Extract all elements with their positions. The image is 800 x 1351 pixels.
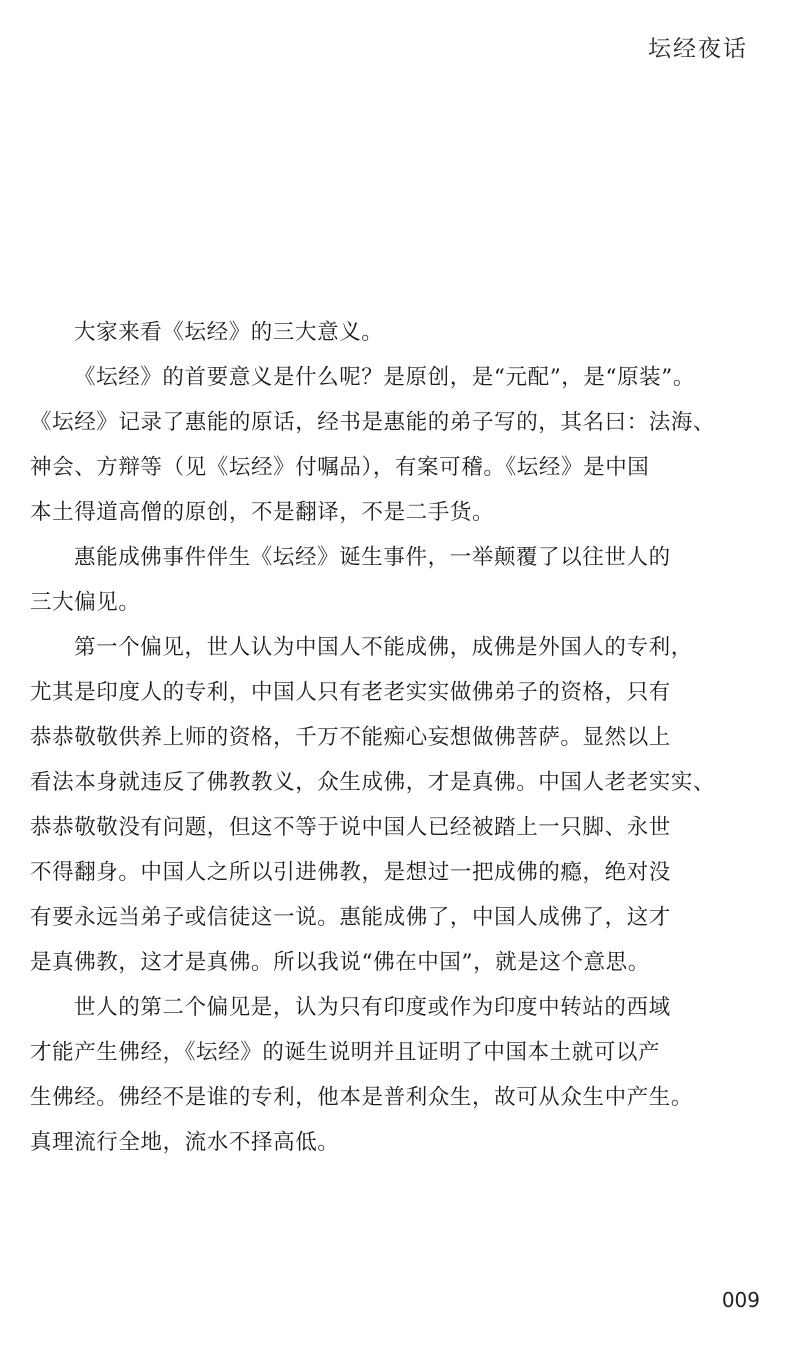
text-line: 恭恭敬敬供养上师的资格，千万不能痴心妄想做佛菩萨。显然以上: [30, 725, 671, 750]
paragraph-4: [30, 625, 770, 985]
text-line: 生佛经。佛经不是谁的专利，他本是普利众生，故可从众生中产生。: [30, 1085, 694, 1110]
text-line: 尤其是印度人的专利，中国人只有老老实实做佛弟子的资格，只有: [30, 680, 671, 705]
paragraph-2: [30, 355, 770, 535]
text-line: 是真佛教，这才是真佛。所以我说“佛在中国”，就是这个意思。: [30, 950, 650, 975]
text-line: 本土得道高僧的原创，不是翻译，不是二手货。: [30, 500, 495, 525]
text-line: 有要永远当弟子或信徒这一说。惠能成佛了，中国人成佛了，这才: [30, 905, 671, 930]
text-line: 《坛经》的首要意义是什么呢？是原创，是“元配”，是“原装”。: [74, 365, 695, 390]
body-text: [30, 310, 770, 1165]
text-line: 恭恭敬敬没有问题，但这不等于说中国人已经被踏上一只脚、永世: [30, 815, 671, 840]
text-line: 《坛经》记录了惠能的原话，经书是惠能的弟子写的，其名曰：法海、: [30, 410, 716, 435]
text-line: 世人的第二个偏见是，认为只有印度或作为印度中转站的西域: [74, 995, 671, 1020]
text-line: 第一个偏见，世人认为中国人不能成佛，成佛是外国人的专利，: [74, 635, 693, 660]
running-header-title: 坛经夜话: [648, 36, 748, 62]
paragraph-5: [30, 985, 770, 1165]
text-line: 神会、方辩等（见《坛经》付嘱品），有案可稽。《坛经》是中国: [30, 455, 650, 480]
text-line: 三大偏见。: [30, 590, 141, 615]
text-line: 惠能成佛事件伴生《坛经》诞生事件，一举颠覆了以往世人的: [74, 545, 671, 570]
paragraph-3: [30, 535, 770, 625]
paragraph-1: [30, 310, 770, 355]
text-line: 真理流行全地，流水不择高低。: [30, 1130, 340, 1155]
text-line: 不得翻身。中国人之所以引进佛教，是想过一把成佛的瘾，绝对没: [30, 860, 671, 885]
text-line: 大家来看《坛经》的三大意义。: [74, 320, 384, 345]
text-line: 看法本身就违反了佛教教义，众生成佛，才是真佛。中国人老老实实、: [30, 770, 716, 795]
page-number: 009: [721, 1288, 760, 1312]
text-line: 才能产生佛经，《坛经》的诞生说明并且证明了中国本土就可以产: [30, 1040, 661, 1065]
